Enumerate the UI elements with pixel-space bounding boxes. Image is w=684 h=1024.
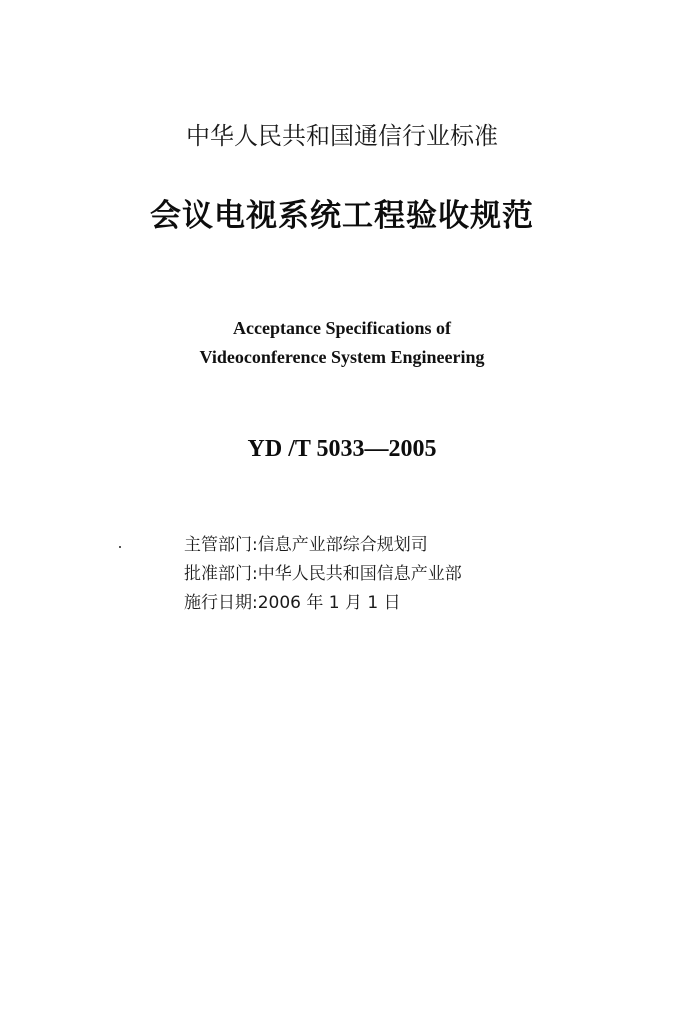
- standard-number: YD /T 5033—2005: [247, 436, 437, 462]
- english-title-line-1: Acceptance Specifications of: [233, 318, 451, 338]
- english-title-line-2: Videoconference System Engineering: [199, 347, 485, 367]
- approval-department: 批准部门:中华人民共和国信息产业部: [184, 564, 462, 584]
- publication-info: [184, 531, 644, 618]
- effective-date: 施行日期:2006 年 1 月 1 日: [184, 593, 401, 613]
- scan-speck: [119, 546, 121, 548]
- standard-classification: 中华人民共和国通信行业标准: [186, 122, 498, 150]
- english-title: [0, 314, 684, 372]
- competent-department: 主管部门:信息产业部综合规划司: [184, 535, 428, 555]
- chinese-title: 会议电视系统工程验收规范: [150, 198, 534, 234]
